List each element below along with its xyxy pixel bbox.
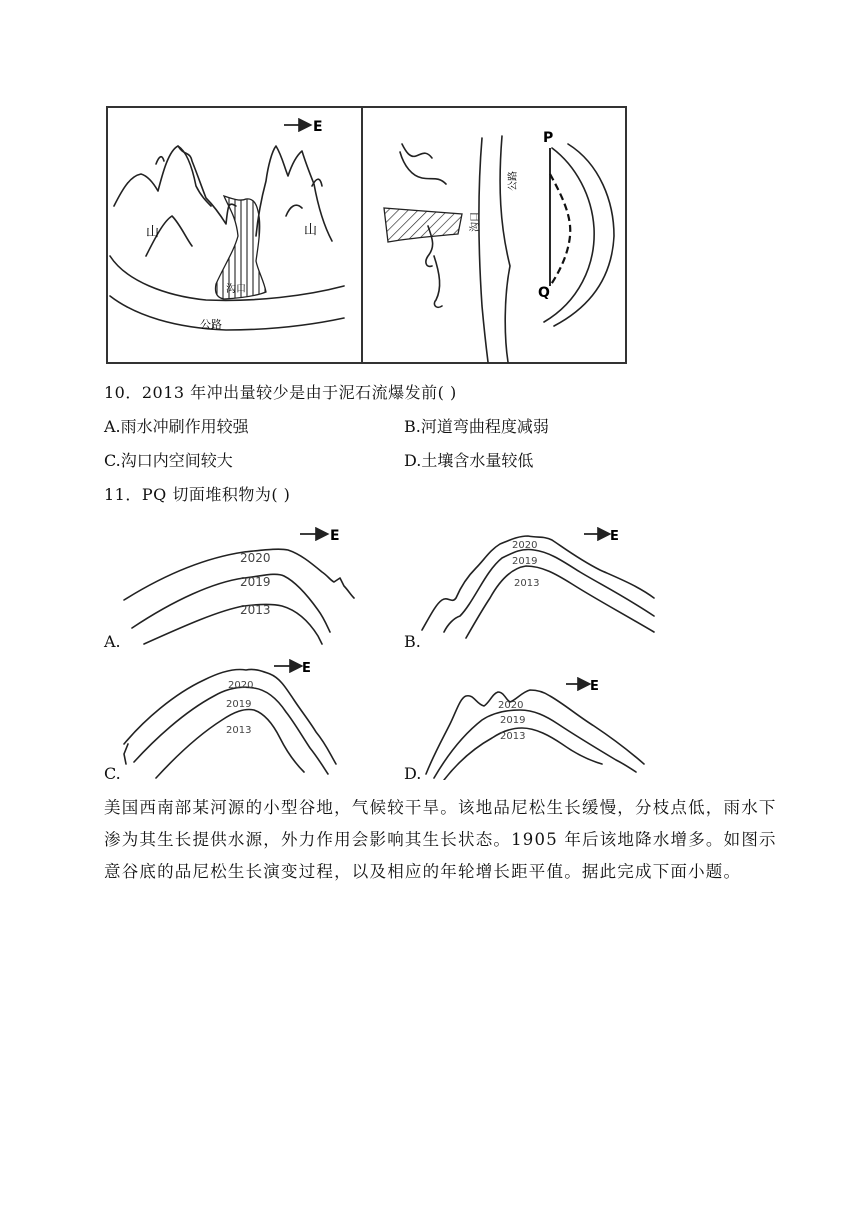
map-road-label-right: 公路 xyxy=(508,171,519,191)
q11-option-c-label[interactable]: C. xyxy=(104,764,121,783)
q11-c-year-2020: 2020 xyxy=(228,680,254,691)
point-q-label: Q xyxy=(538,285,550,301)
q11-b-year-2013: 2013 xyxy=(514,578,540,589)
map-road-label: 公路 xyxy=(200,318,222,331)
q10-option-b[interactable]: B.河道弯曲程度减弱 xyxy=(404,417,549,436)
q11-a-direction: E xyxy=(330,528,340,544)
map-figure xyxy=(106,106,628,366)
map-gully-label-right: 沟口 xyxy=(470,212,481,232)
point-p-label: P xyxy=(543,130,554,146)
right-road xyxy=(479,136,510,362)
q11-b-year-2020: 2020 xyxy=(512,540,538,551)
q10-option-c[interactable]: C.沟口内空间较大 xyxy=(104,451,233,470)
map-mountain-label-left: 山 xyxy=(146,225,160,240)
q11-a-year-2019: 2019 xyxy=(240,575,271,589)
right-river xyxy=(544,144,614,326)
q11-option-b-diagram[interactable] xyxy=(404,520,664,650)
q10-option-a[interactable]: A.雨水冲刷作用较强 xyxy=(104,417,249,436)
q11-stem: 11．PQ 切面堆积物为( ) xyxy=(104,485,291,504)
q11-b-direction: E xyxy=(610,529,619,544)
q10-stem: 10．2013 年冲出量较少是由于泥石流爆发前( ) xyxy=(104,383,457,402)
map-gully-label: 沟口 xyxy=(226,284,246,295)
gully-outlet-hatched xyxy=(384,208,462,242)
q11-option-a-label[interactable]: A. xyxy=(104,632,121,651)
q11-option-c-diagram[interactable] xyxy=(104,654,364,780)
q11-b-year-2019: 2019 xyxy=(512,556,538,567)
map-direction-label: E xyxy=(313,119,323,135)
cross-section-dashed xyxy=(550,174,570,286)
q11-a-year-2020: 2020 xyxy=(240,551,271,565)
q10-option-d[interactable]: D.土壤含水量较低 xyxy=(404,451,534,470)
q11-option-d-label[interactable]: D. xyxy=(404,764,422,783)
q11-option-d-diagram[interactable] xyxy=(404,654,664,780)
q11-d-year-2020: 2020 xyxy=(498,700,524,711)
q11-d-direction: E xyxy=(590,679,599,694)
passage-text: 美国西南部某河源的小型谷地，气候较干旱。该地品尼松生长缓慢，分枝点低，雨水下渗为其生长提供水源，外力作用会影响其生长状态。1905 年后该地降水增多。如图示意谷底的品尼松生长演变过程，以及相应的年轮增长距平值。据此完成下面小题。 xyxy=(104,798,777,881)
q11-d-year-2013: 2013 xyxy=(500,731,526,742)
q11-c-year-2013: 2013 xyxy=(226,725,252,736)
q11-a-year-2013: 2013 xyxy=(240,603,271,617)
q11-c-direction: E xyxy=(302,661,311,676)
q11-option-b-label[interactable]: B. xyxy=(404,632,421,651)
q11-c-year-2019: 2019 xyxy=(226,699,252,710)
map-mountain-label-right: 山 xyxy=(304,223,318,238)
q11-d-year-2019: 2019 xyxy=(500,715,526,726)
q11-option-a-diagram[interactable] xyxy=(104,520,364,650)
